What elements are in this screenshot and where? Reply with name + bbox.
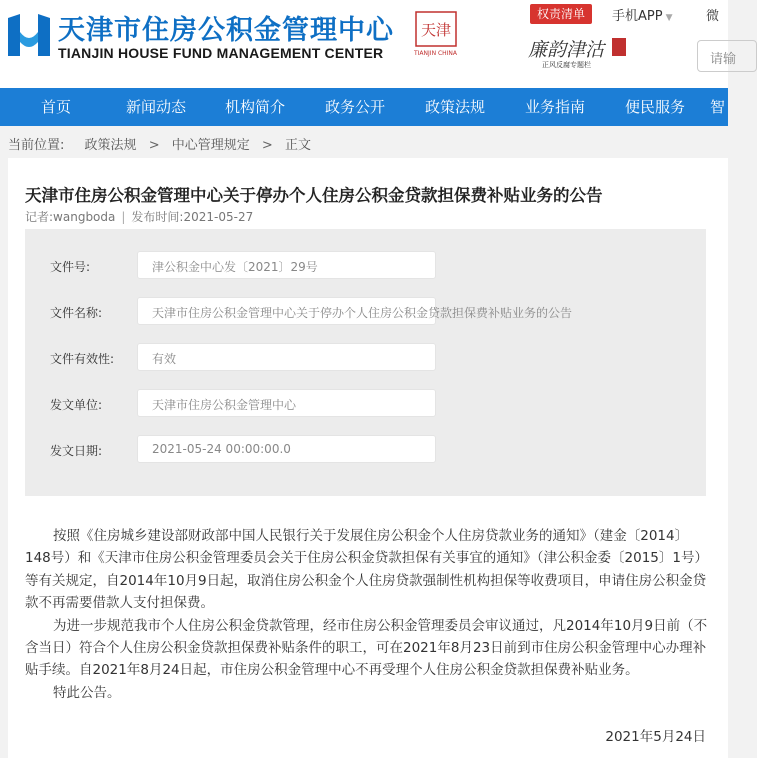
doc-name-field: 天津市住房公积金管理中心关于停办个人住房公积金贷款担保费补贴业务的公告: [137, 297, 436, 325]
nav-about[interactable]: 机构简介: [224, 98, 285, 116]
mobile-app-link[interactable]: [612, 5, 673, 24]
chevron-down-icon: ▼: [665, 13, 673, 23]
nav-home[interactable]: 首页: [40, 98, 71, 116]
site-title[interactable]: 天津市住房公积金管理中心: [58, 15, 394, 46]
seal-logo-icon: [414, 10, 458, 48]
article-meta: [25, 208, 253, 225]
info-row-issue-date: [25, 435, 706, 463]
nav-business-guide[interactable]: 业务指南: [524, 98, 585, 116]
doc-number-label: 文件号:: [50, 260, 91, 274]
breadcrumb-separator: >: [148, 138, 160, 153]
svg-text:正风反腐专题栏: 正风反腐专题栏: [542, 61, 591, 69]
author-name: wangboda: [53, 210, 116, 224]
logo-icon[interactable]: [6, 12, 52, 58]
doc-name-label: 文件名称:: [50, 306, 103, 320]
svg-text:廉韵津沽: 廉韵津沽: [528, 39, 605, 61]
nav-more[interactable]: 智: [710, 98, 726, 116]
nav-policies[interactable]: 政策法规: [424, 98, 485, 116]
author-label: 记者:: [25, 210, 54, 224]
integrity-banner-icon[interactable]: [528, 36, 628, 70]
article-card: [8, 158, 728, 758]
article-paragraph: 特此公告。: [53, 684, 121, 701]
doc-number-field: 津公积金中心发〔2021〕29号: [137, 251, 436, 279]
article-title: 天津市住房公积金管理中心关于停办个人住房公积金贷款担保费补贴业务的公告: [25, 186, 603, 205]
document-info-panel: [25, 229, 706, 496]
issue-date-label: 发文日期:: [50, 444, 103, 458]
mobile-app-label: 手机APP: [612, 9, 663, 24]
nav-gov-affairs[interactable]: 政务公开: [324, 98, 385, 116]
article-paragraph: 按照《住房城乡建设部财政部中国人民银行关于发展住房公积金个人住房贷款业务的通知》（建金〔2014〕148号）和《天津市住房公积金管理委员会关于住房公积金贷款担保有关事宜的通知》（津公积金委〔2015〕1号）等有关规定，自2014年10月9日起，取消住房公积金个人住房贷款强制性机构担保等收费项目，申请住房公积金贷款不再需要借款人支付担保费。: [25, 528, 708, 612]
article-paragraph: 为进一步规范我市个人住房公积金贷款管理，经市住房公积金管理委员会审议通过，凡2014年10月9日前（不含当日）符合个人住房公积金贷款担保费补贴条件的职工，可在2021年8月23日前到市住房公积金管理中心办理补贴手续。自2021年8月24日起，市住房公积金管理中心不再受理个人住房公积金贷款担保费补贴业务。: [25, 617, 708, 679]
info-row-doc-number: [25, 251, 706, 279]
breadcrumb: [8, 134, 311, 153]
issuer-field: 天津市住房公积金管理中心: [137, 389, 436, 417]
issue-date-field: 2021-05-24 00:00:00.0: [137, 435, 436, 463]
publish-time: 2021-05-27: [183, 210, 254, 224]
site-subtitle: TIANJIN HOUSE FUND MANAGEMENT CENTER: [58, 45, 384, 61]
seal-caption: TIANJIN CHINA: [414, 50, 458, 57]
article-body: [25, 525, 711, 704]
nav-news[interactable]: 新闻动态: [125, 98, 186, 116]
publish-label: 发布时间:: [131, 210, 184, 224]
validity-label: 文件有效性:: [50, 352, 115, 366]
meta-divider: |: [121, 210, 126, 224]
info-row-doc-name: [25, 297, 706, 325]
svg-text:天津: 天津: [420, 21, 452, 39]
rights-list-button[interactable]: 权责清单: [530, 4, 592, 24]
breadcrumb-current: 正文: [284, 138, 311, 153]
info-row-issuer: [25, 389, 706, 417]
breadcrumb-policies[interactable]: 政策法规: [84, 138, 137, 153]
breadcrumb-separator: >: [261, 138, 273, 153]
search-input[interactable]: 请输: [697, 40, 757, 72]
article-sign-date: 2021年5月24日: [605, 729, 706, 745]
validity-field: 有效: [137, 343, 436, 371]
site-header: [0, 0, 737, 88]
issuer-label: 发文单位:: [50, 398, 103, 412]
weibo-link[interactable]: 微: [706, 9, 720, 24]
main-nav: [0, 88, 728, 126]
nav-services[interactable]: 便民服务: [624, 98, 685, 116]
breadcrumb-prefix: 当前位置:: [8, 138, 65, 153]
breadcrumb-center-rules[interactable]: 中心管理规定: [171, 138, 250, 153]
info-row-validity: [25, 343, 706, 371]
